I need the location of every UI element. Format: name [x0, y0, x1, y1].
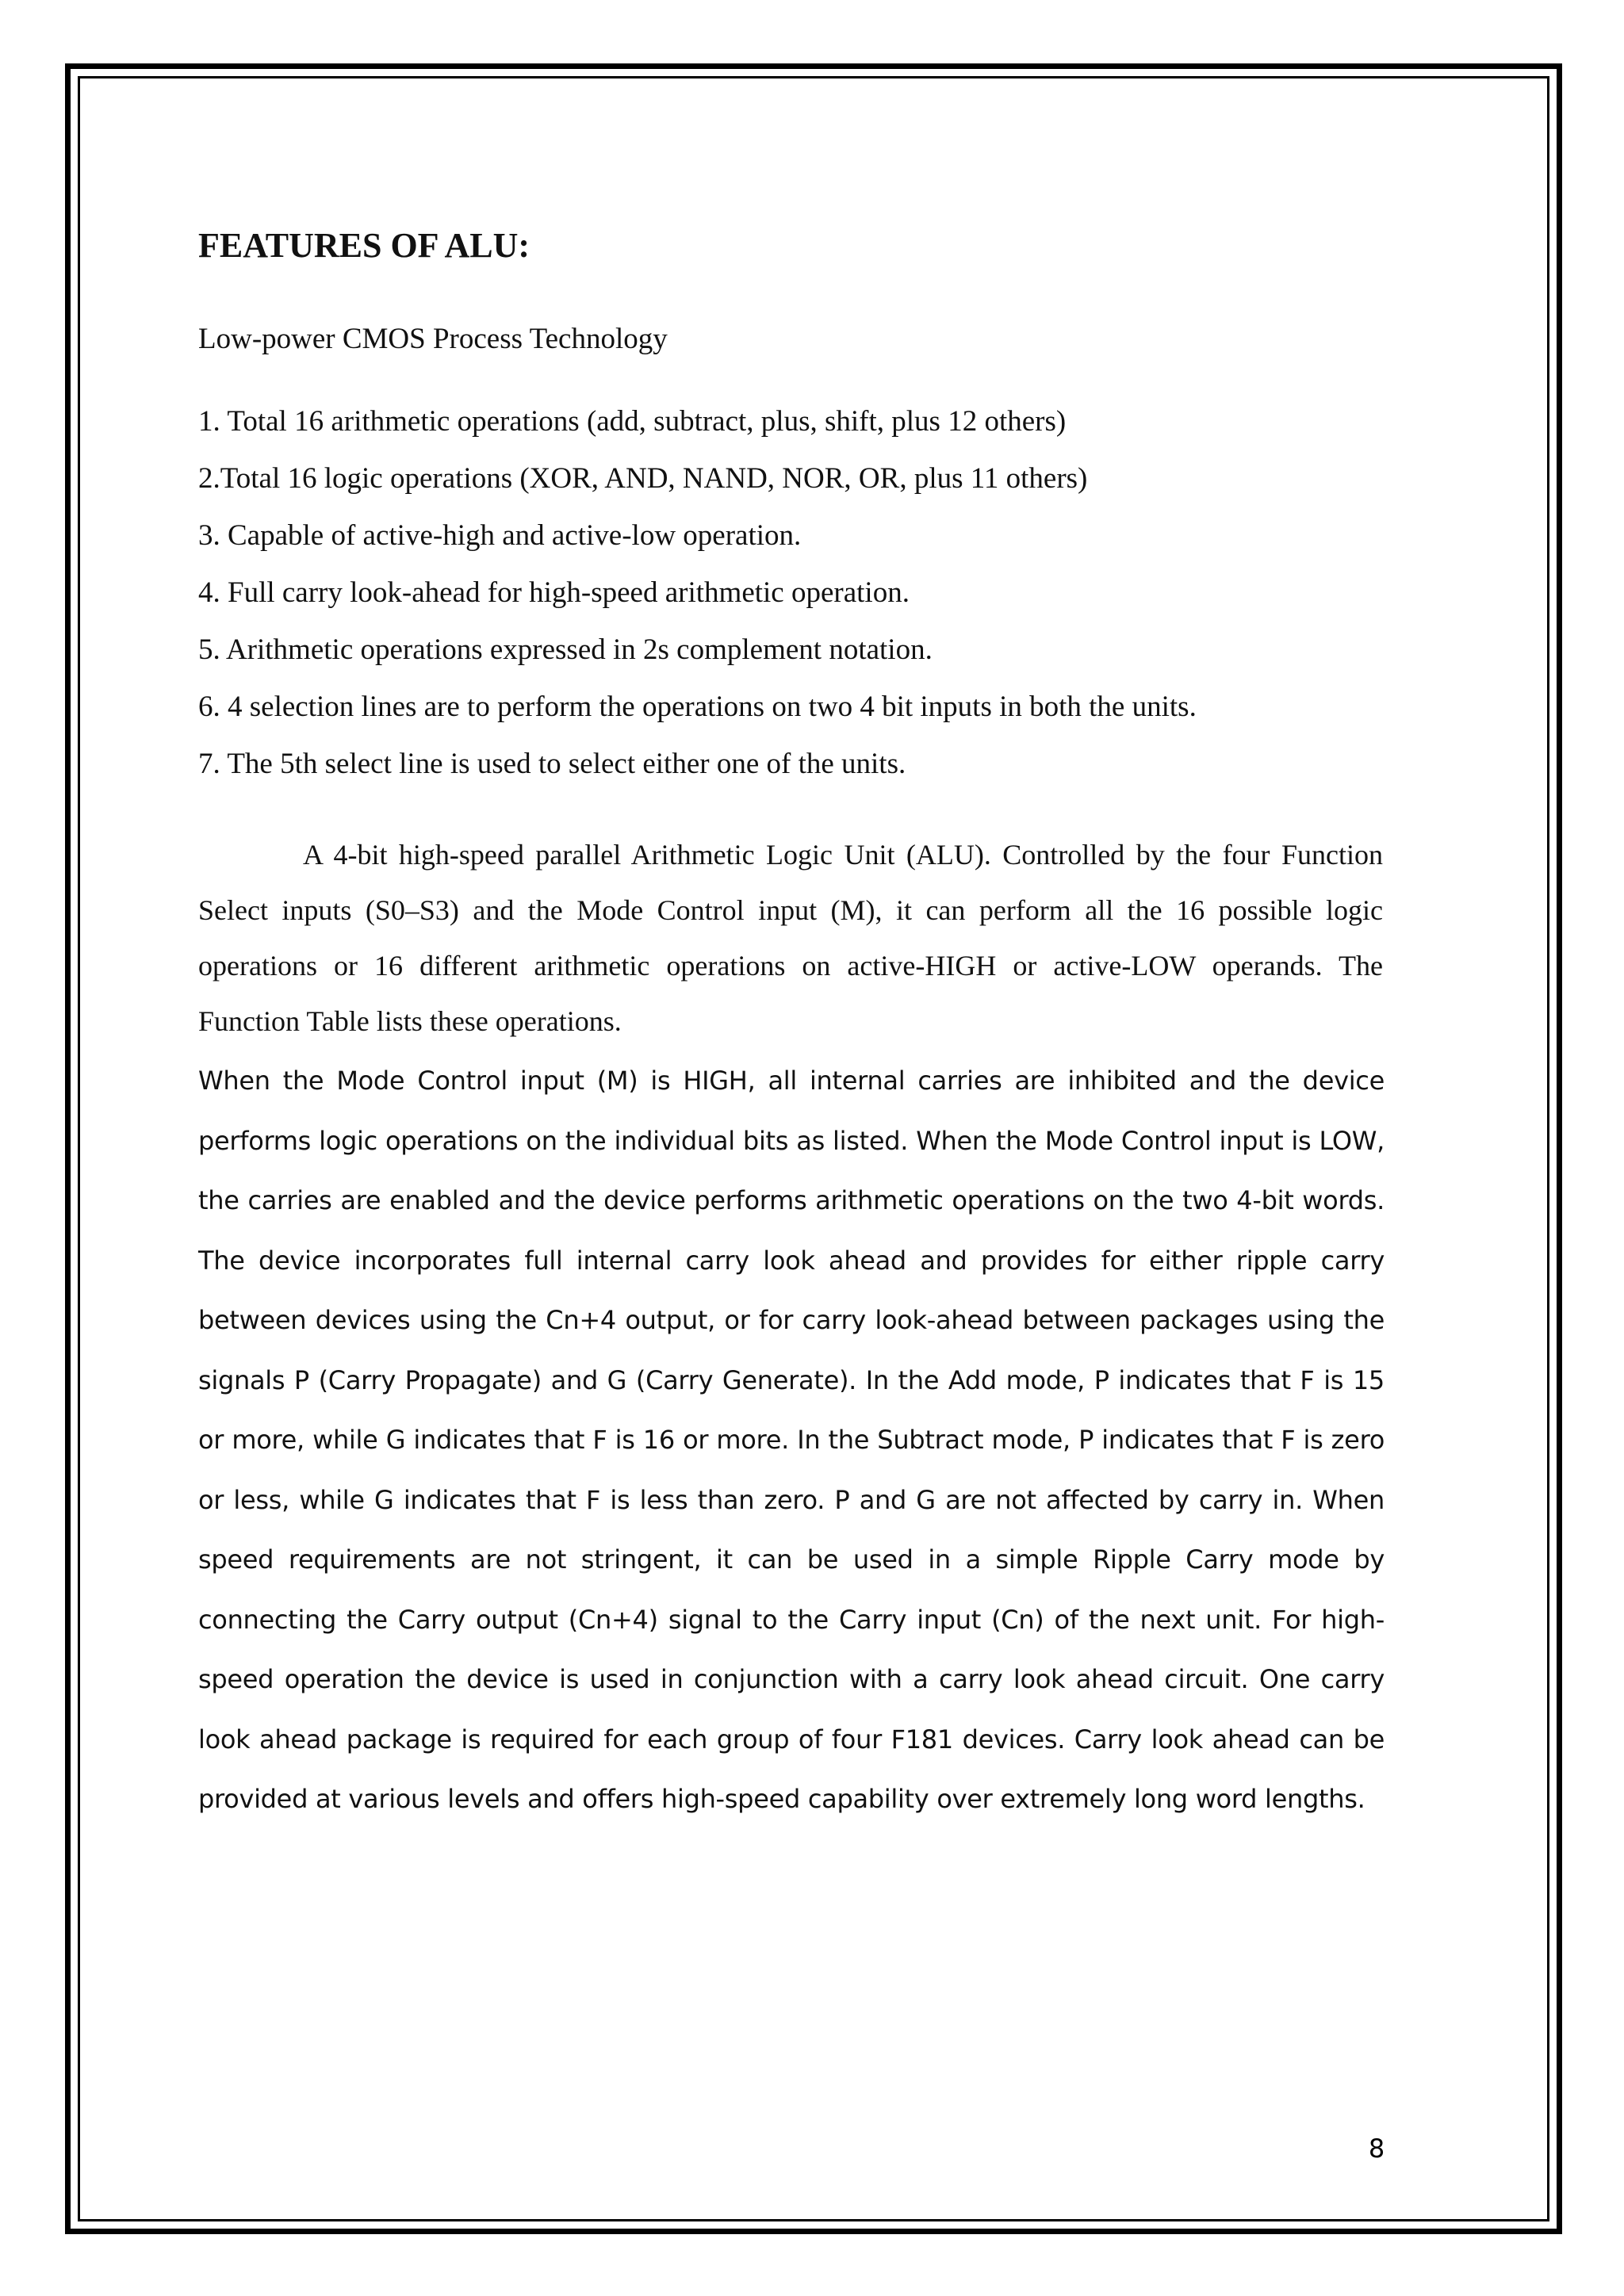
feature-item-1: 1. Total 16 arithmetic operations (add, subtract, plus, shift, plus 12 others)	[198, 405, 1067, 438]
feature-item-4: 4. Full carry look-ahead for high-speed arithmetic operation.	[198, 576, 910, 609]
page-number: 8	[1368, 2133, 1385, 2164]
feature-item-3: 3. Capable of active-high and active-low operation.	[198, 519, 802, 552]
feature-item-7: 7. The 5th select line is used to select either one of the units.	[198, 748, 906, 780]
subtitle-line: Low-power CMOS Process Technology	[198, 323, 668, 355]
description-paragraph-2: When the Mode Control input (M) is HIGH, all internal carries are inhibited and the device performs logic operations on the individual bits as listed. When the Mode Control input is LOW, the carries are enabled and the device performs arithmetic operations on the two 4-bit words. The device incorporates full internal carry look ahead and provides for either ripple carry between devices using the Cn+4 output, or for carry look-ahead between packages using the signals P (Carry Propagate) and G (Carry Generate). In the Add mode, P indicates that F is 15 or more, while G indicates that F is 16 or more. In the Subtract mode, P indicates that F is zero or less, while G indicates that F is less than zero. P and G are not affected by carry in. When speed requirements are not stringent, it can be used in a simple Ripple Carry mode by connecting the Carry output (Cn+4) signal to the Carry input (Cn) of the next unit. For high-speed operation the device is used in conjunction with a carry look ahead circuit. One carry look ahead package is required for each group of four F181 devices. Carry look ahead can be provided at various levels and offers high-speed capability over extremely long word lengths.	[198, 1066, 1385, 1814]
description-paragraph-1: A 4-bit high-speed parallel Arithmetic Logic Unit (ALU). Controlled by the four Function Select inputs (S0–S3) and the Mode Control input (M), it can perform all the 16 possible logic operations or 16 different arithmetic operations on active-HIGH or active-LOW operands. The Function Table lists these operations.	[198, 839, 1383, 1037]
feature-item-5: 5. Arithmetic operations expressed in 2s complement notation.	[198, 633, 933, 666]
feature-item-2: 2.Total 16 logic operations (XOR, AND, NAND, NOR, OR, plus 11 others)	[198, 462, 1088, 495]
section-heading: FEATURES OF ALU:	[198, 226, 530, 265]
feature-item-6: 6. 4 selection lines are to perform the operations on two 4 bit inputs in both the units.	[198, 691, 1197, 723]
